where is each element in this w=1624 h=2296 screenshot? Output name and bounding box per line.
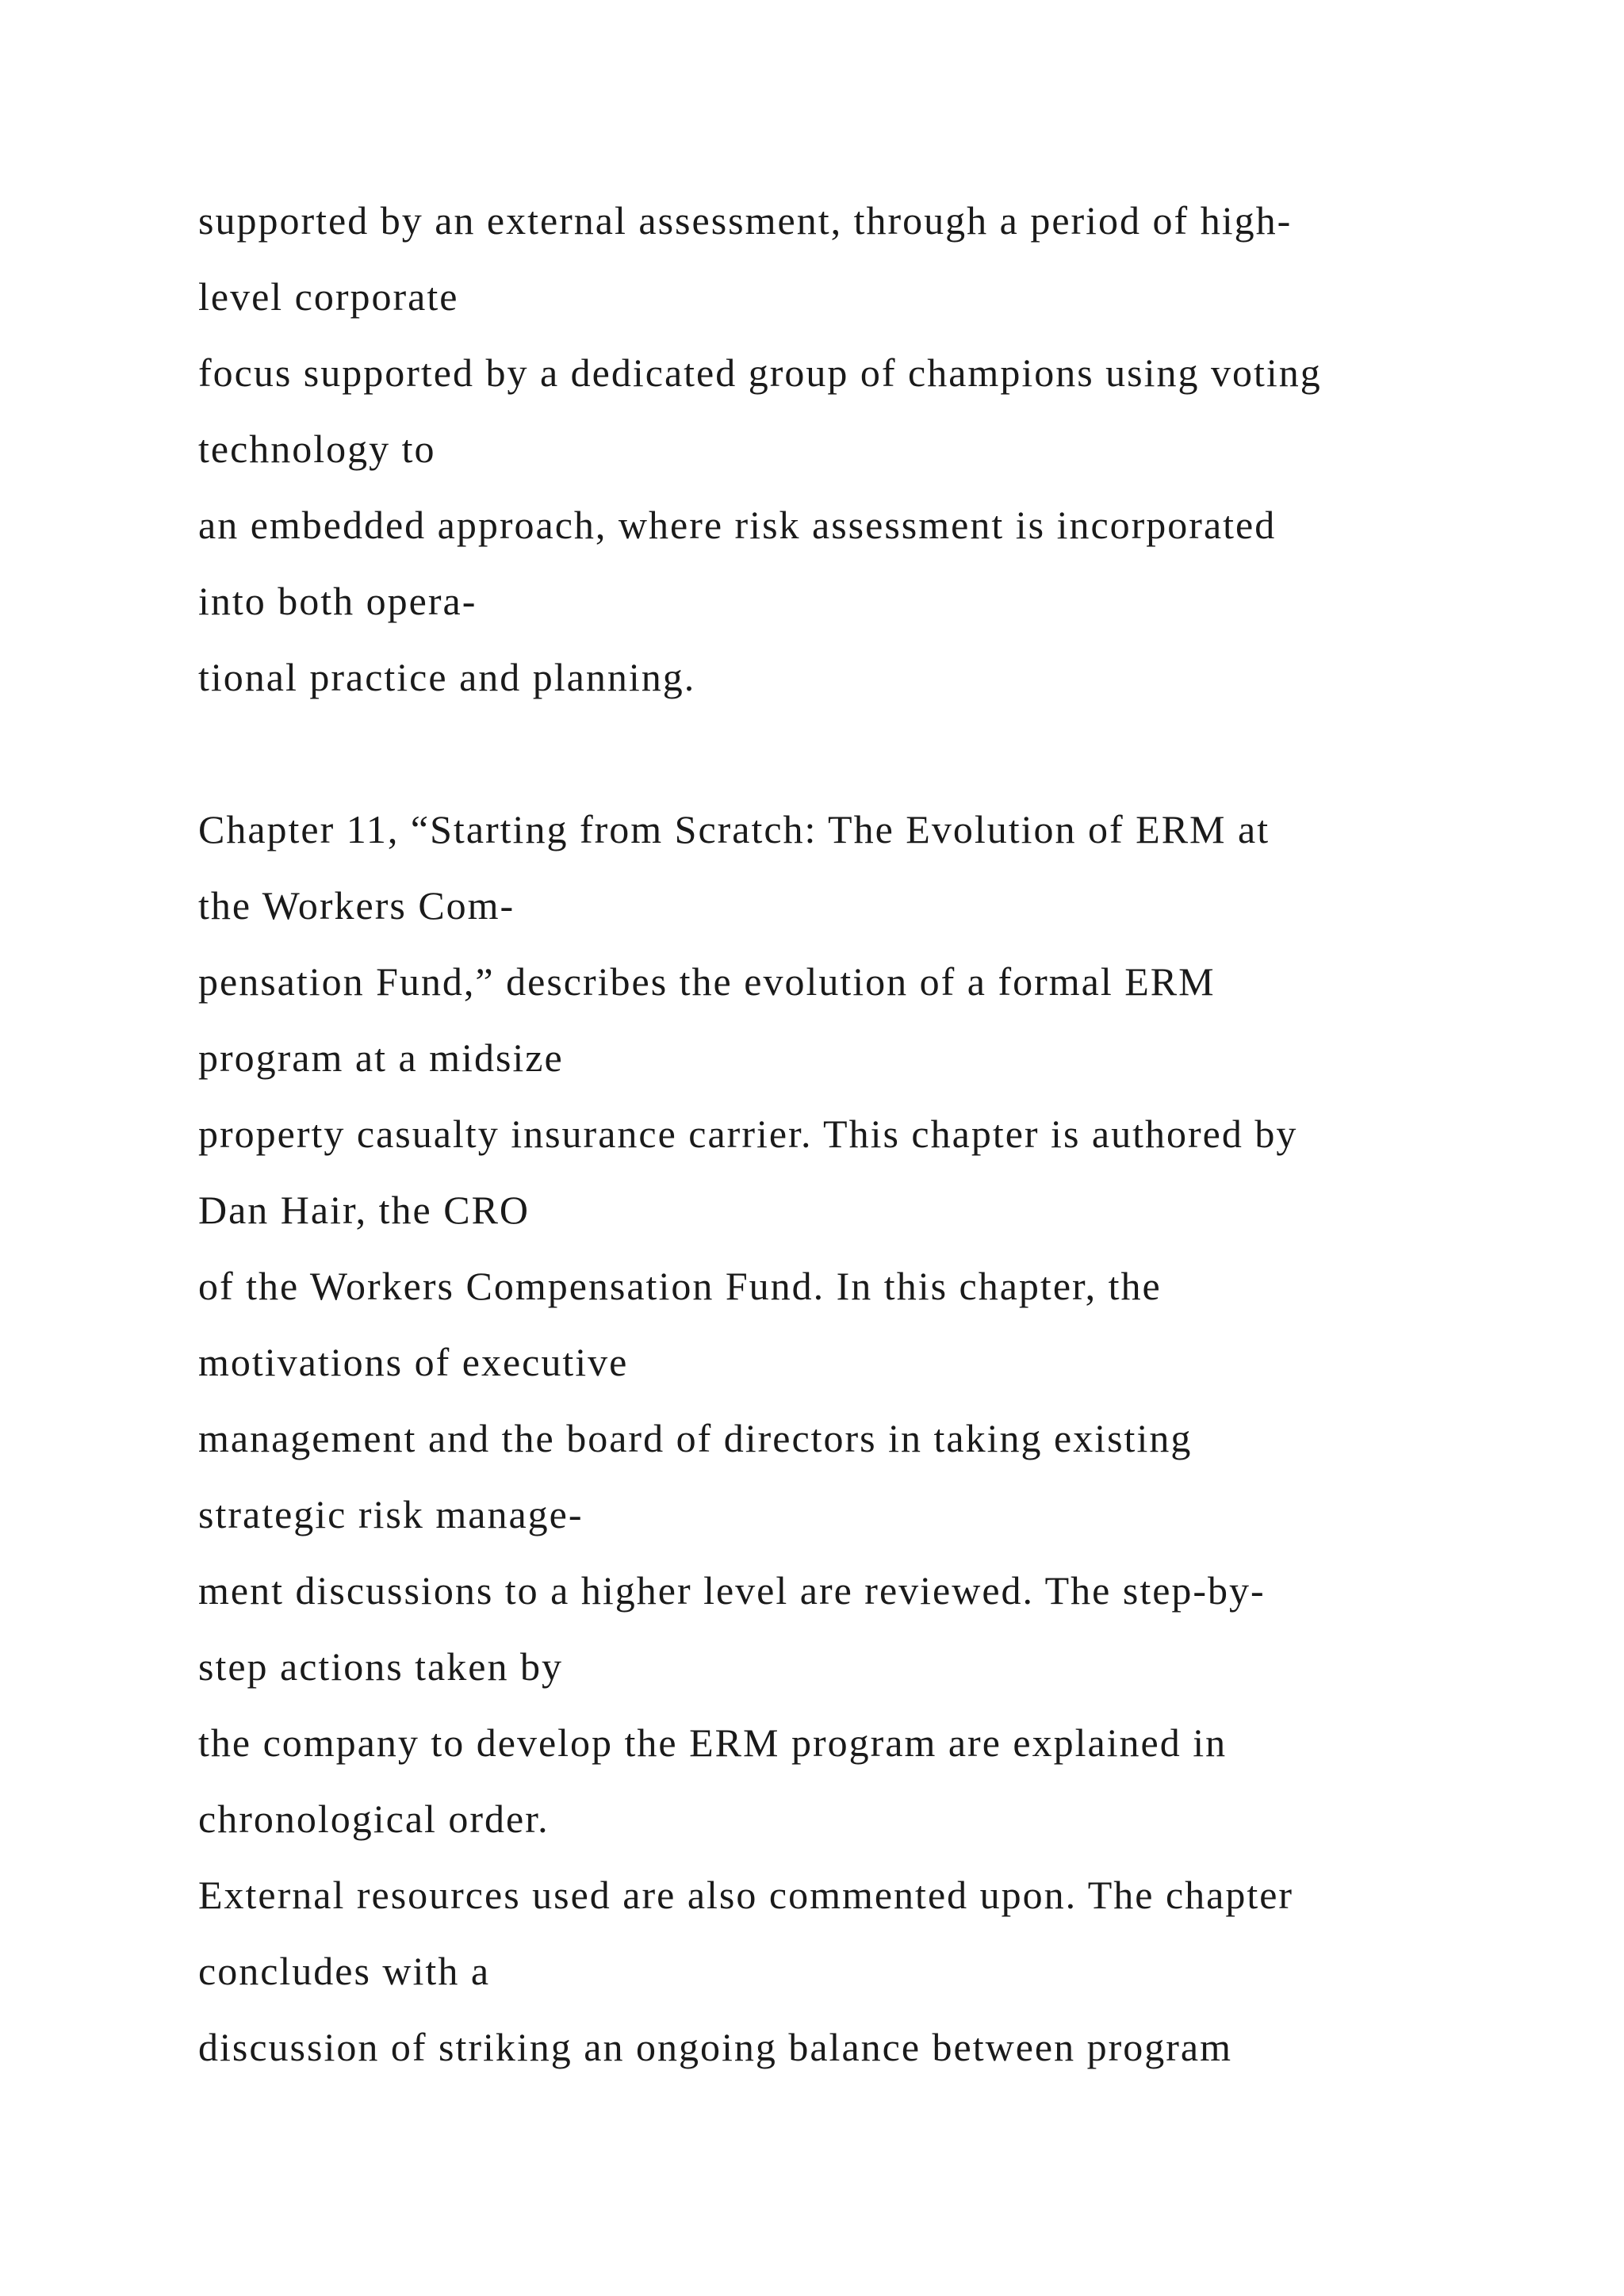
text-line: concludes with a [198,1949,491,1993]
text-line: the company to develop the ERM program are explained in [198,1720,1228,1765]
text-line: supported by an external assessment, through a period of high- [198,198,1293,243]
text-line: ment discussions to a higher level are reviewed. The step-by- [198,1568,1266,1613]
text-line: motivations of executive [198,1340,629,1384]
text-line: tional practice and planning. [198,655,696,699]
text-line: the Workers Com- [198,883,515,928]
text-line: pensation Fund,” describes the evolution of a formal ERM [198,959,1216,1004]
text-line: External resources used are also commented upon. The chapter [198,1873,1294,1917]
paragraph-gap [198,715,1546,791]
text-line: into both opera- [198,579,477,623]
text-line: Dan Hair, the CRO [198,1188,530,1232]
text-line: of the Workers Compensation Fund. In this chapter, the [198,1264,1162,1308]
text-line: focus supported by a dedicated group of champions using voting [198,350,1322,395]
text-line: technology to [198,427,436,471]
text-line: chronological order. [198,1797,550,1841]
text-line: an embedded approach, where risk assessment is incorporated [198,503,1277,547]
text-line: discussion of striking an ongoing balance between program [198,2025,1232,2069]
text-line: management and the board of directors in taking existing [198,1416,1193,1460]
document-body [198,182,1546,2085]
text-line: strategic risk manage- [198,1492,584,1536]
text-line: Chapter 11, “Starting from Scratch: The Evolution of ERM at [198,807,1270,851]
text-line: level corporate [198,274,459,319]
text-line: program at a midsize [198,1035,564,1080]
text-line: property casualty insurance carrier. This chapter is authored by [198,1112,1298,1156]
paragraph-1 [198,182,1546,715]
text-line: step actions taken by [198,1644,563,1689]
paragraph-2 [198,791,1546,2085]
